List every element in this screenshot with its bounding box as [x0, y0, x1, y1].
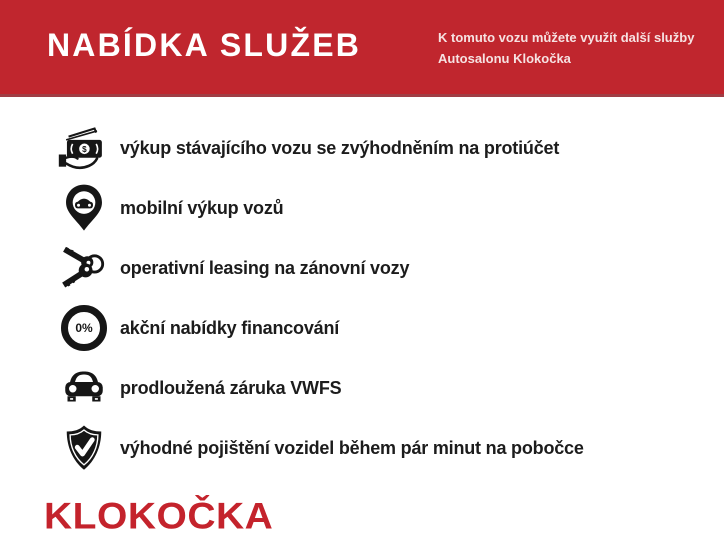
header-banner	[0, 0, 724, 97]
service-item-financing	[0, 298, 724, 358]
zero-percent-icon	[57, 301, 111, 355]
car-front-icon	[57, 361, 111, 415]
service-item-insurance	[0, 418, 724, 478]
service-label: prodloužená záruka VWFS	[120, 377, 342, 398]
footer	[44, 495, 724, 539]
header-subtitle-line2: Autosalonu Klokočka	[438, 51, 571, 67]
shield-check-icon	[57, 421, 111, 475]
zero-percent-text: 0%	[75, 321, 93, 335]
header-subtitle	[438, 27, 700, 70]
service-item-buyback	[0, 118, 724, 178]
car-keys-icon	[57, 241, 111, 295]
page-title: NABÍDKA SLUŽEB	[47, 27, 362, 64]
service-item-leasing	[0, 238, 724, 298]
service-label: výhodné pojištění vozidel během pár minut na pobočce	[120, 437, 584, 458]
service-label: mobilní výkup vozů	[120, 197, 284, 218]
service-item-mobile-buyback	[0, 178, 724, 238]
header-subtitle-line1: K tomuto vozu můžete využít další služby	[438, 30, 695, 45]
money-in-hand-icon	[57, 121, 111, 175]
service-label: operativní leasing na zánovní vozy	[120, 257, 410, 278]
service-label: akční nabídky financování	[120, 317, 340, 338]
zero-percent-ring	[61, 305, 107, 351]
svg-text:$: $	[82, 145, 87, 155]
service-label: výkup stávajícího vozu se zvýhodněním na protiúčet	[120, 137, 560, 158]
klokocka-logo: KLOKOČKA	[44, 495, 274, 538]
services-list	[0, 97, 724, 478]
service-item-warranty	[0, 358, 724, 418]
car-location-pin-icon	[57, 181, 111, 235]
